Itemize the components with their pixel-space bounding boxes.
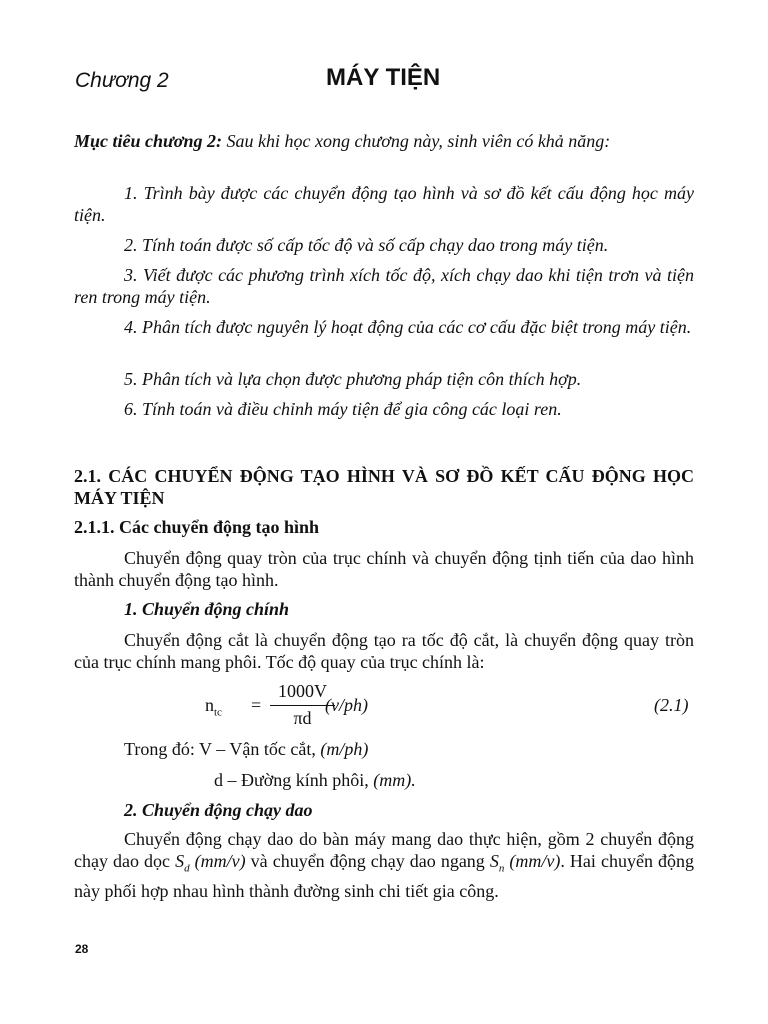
feed-sn-sub: n [498, 862, 505, 875]
formula-number: (2.1) [654, 695, 689, 715]
where-line-2-text: d – Đường kính phôi, [214, 770, 374, 790]
where-line-1-text: Trong đó: V – Vận tốc cắt, [124, 739, 321, 759]
feed-unit-2: (mm/v) [509, 851, 561, 871]
main-motion-paragraph: Chuyển động cắt là chuyển động tạo ra tốc độ cắt, là chuyển động quay tròn của trục chính mang phôi. Tốc độ quay của trục chính là: [74, 630, 694, 672]
formula-equals: = [251, 695, 262, 715]
where-line-2-unit: (mm). [373, 770, 416, 790]
objectives-lead-text: Sau khi học xong chương này, sinh viên có khả năng: [221, 131, 611, 151]
objective-item-2: 2. Tính toán được số cấp tốc độ và số cấp chạy dao trong máy tiện. [124, 235, 609, 255]
feed-unit-1: (mm/v) [189, 851, 246, 871]
objective-item-5: 5. Phân tích và lựa chọn được phương pháp tiện côn thích hợp. [124, 369, 582, 389]
formula-n: n [205, 695, 214, 715]
feed-sd [175, 851, 190, 875]
objective-item-3: 3. Viết được các phương trình xích tốc độ, xích chạy dao khi tiện trơn và tiện ren trong máy tiện. [74, 265, 694, 307]
objectives-intro [74, 130, 694, 152]
feed-motion-paragraph [74, 828, 694, 902]
where-line-1 [124, 739, 368, 760]
formula-lhs-sub: tc [214, 706, 222, 719]
feed-text-1: Chuyển động chạy dao do bàn máy mang dao thực hiện, gồm 2 chuyển động chạy dao dọc [74, 829, 694, 871]
formula-2-1 [205, 681, 695, 731]
objective-item-4: 4. Phân tích được nguyên lý hoạt động của các cơ cấu đặc biệt trong máy tiện. [124, 317, 692, 337]
formula-lhs [205, 695, 222, 719]
where-line-1-unit: (m/ph) [320, 739, 369, 759]
objective-item-6: 6. Tính toán và điều chỉnh máy tiện để gia công các loại ren. [124, 399, 562, 419]
intro-paragraph: Chuyển động quay tròn của trục chính và chuyển động tịnh tiến của dao hình thành chuyển động tạo hình. [74, 548, 694, 590]
section-heading-2-1: 2.1. CÁC CHUYỂN ĐỘNG TẠO HÌNH VÀ SƠ ĐỒ KẾT CẤU ĐỘNG HỌC MÁY TIỆN [74, 466, 694, 508]
feed-sd-symbol: S [175, 851, 185, 871]
objective-item-1: 1. Trình bày được các chuyển động tạo hình và sơ đồ kết cấu động học máy tiện. [74, 183, 694, 225]
feed-sn [489, 851, 505, 875]
feed-text-3: . Hai chuyển động này phối hợp nhau hình thành đường sinh chi tiết gia công. [74, 851, 694, 901]
chapter-title: MÁY TIỆN [326, 64, 441, 91]
subsection-heading-2-1-1: 2.1.1. Các chuyển động tạo hình [74, 517, 320, 537]
feed-sd-sub: d [184, 862, 190, 875]
where-line-2 [214, 770, 416, 791]
formula-numerator: 1000V [278, 681, 327, 701]
main-motion-title: 1. Chuyển động chính [124, 599, 290, 619]
formula-denominator: πd [293, 708, 312, 728]
feed-sn-symbol: S [489, 851, 499, 871]
chapter-label: Chương 2 [75, 69, 169, 92]
page-number: 28 [75, 942, 89, 956]
feed-motion-title: 2. Chuyển động chạy dao [124, 800, 313, 820]
formula-unit: (v/ph) [325, 695, 368, 715]
objectives-lead: Mục tiêu chương 2: [74, 131, 222, 151]
feed-text-2: và chuyển động chạy dao ngang [245, 851, 490, 871]
